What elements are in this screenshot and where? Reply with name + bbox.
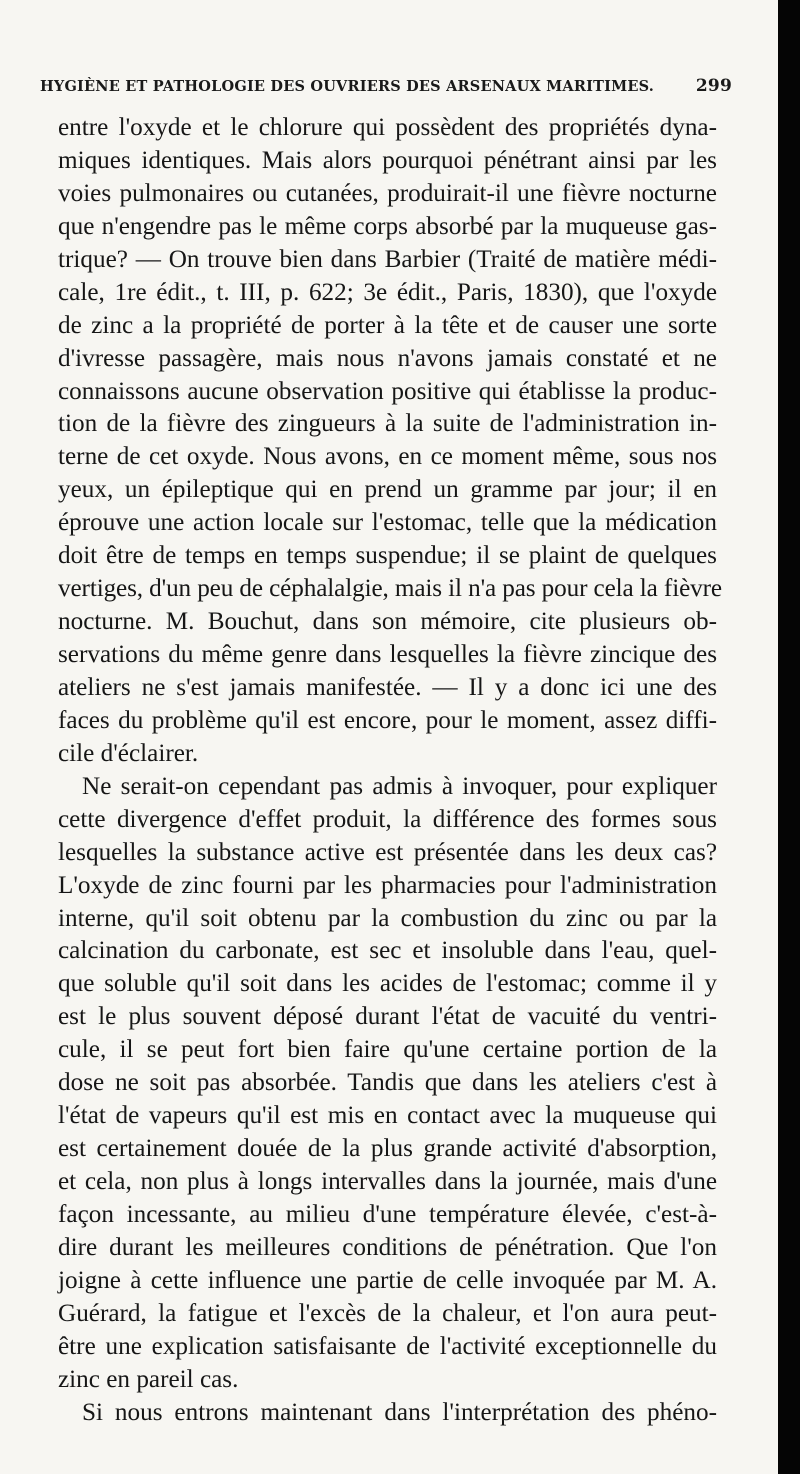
text-line: vertiges, d'un peu de céphalalgie, mais il n'a pas pour cela la fièvre bbox=[58, 575, 722, 603]
text-line: trique? — On trouve bien dans Barbier (Traité de matière médi- bbox=[58, 245, 717, 273]
text-line: dose ne soit pas absorbée. Tandis que dans les ateliers c'est à bbox=[58, 1069, 717, 1097]
text-line: entre l'oxyde et le chlorure qui possèdent des propriétés dyna- bbox=[58, 114, 717, 141]
text-line: cette divergence d'effet produit, la différence des formes sous bbox=[58, 805, 717, 833]
text-line: et cela, non plus à longs intervalles dans la journée, mais d'une bbox=[58, 1168, 717, 1195]
body-text bbox=[58, 112, 722, 1430]
text-line: Si nous entrons maintenant dans l'interprétation des phéno- bbox=[82, 1398, 717, 1426]
page-number: 299 bbox=[695, 76, 732, 96]
text-line: être une explication satisfaisante de l'activité exceptionnelle du bbox=[58, 1332, 717, 1360]
text-line: l'état de vapeurs qu'il est mis en contact avec la muqueuse qui bbox=[58, 1102, 717, 1130]
page-edge-shadow bbox=[778, 0, 800, 1474]
text-line: cale, 1re édit., t. III, p. 622; 3e édit., Paris, 1830), que l'oxyde bbox=[58, 278, 717, 306]
text-line: faces du problème qu'il est encore, pour le moment, assez diffi- bbox=[58, 706, 717, 734]
text-line: Ne serait-on cependant pas admis à invoquer, pour expliquer bbox=[82, 772, 717, 800]
text-line: L'oxyde de zinc fourni par les pharmacies pour l'administration bbox=[58, 871, 717, 899]
text-line: que n'engendre pas le même corps absorbé par la muqueuse gas- bbox=[58, 212, 717, 240]
text-line: calcination du carbonate, est sec et insoluble dans l'eau, quel- bbox=[58, 937, 717, 965]
text-line: cile d'éclairer. bbox=[58, 739, 199, 767]
text-line: tion de la fièvre des zingueurs à la suite de l'administration in- bbox=[58, 410, 717, 438]
text-line: zinc en pareil cas. bbox=[58, 1365, 239, 1393]
text-line: miques identiques. Mais alors pourquoi pénétrant ainsi par les bbox=[58, 146, 717, 174]
text-line: connaissons aucune observation positive qui établisse la produc- bbox=[58, 377, 717, 405]
running-title: HYGIÈNE ET PATHOLOGIE DES OUVRIERS DES ARSENAUX MARITIMES. bbox=[40, 78, 654, 95]
text-line: façon incessante, au milieu d'une température élevée, c'est-à- bbox=[58, 1200, 717, 1228]
running-header bbox=[40, 72, 732, 98]
text-line: est le plus souvent déposé durant l'état de vacuité du ventri- bbox=[58, 1003, 717, 1031]
text-line: est certainement douée de la plus grande activité d'absorption, bbox=[58, 1135, 717, 1163]
text-line: interne, qu'il soit obtenu par la combustion du zinc ou par la bbox=[58, 904, 717, 932]
text-line: dire durant les meilleures conditions de pénétration. Que l'on bbox=[58, 1233, 717, 1261]
text-line: d'ivresse passagère, mais nous n'avons jamais constaté et ne bbox=[58, 344, 717, 372]
text-line: que soluble qu'il soit dans les acides de l'estomac; comme il y bbox=[58, 970, 717, 998]
text-line: servations du même genre dans lesquelles la fièvre zincique des bbox=[58, 641, 717, 668]
text-line: cule, il se peut fort bien faire qu'une certaine portion de la bbox=[58, 1036, 717, 1064]
text-line: éprouve une action locale sur l'estomac, telle que la médication bbox=[58, 509, 717, 537]
text-line: joigne à cette influence une partie de celle invoquée par M. A. bbox=[58, 1266, 717, 1294]
text-line: ateliers ne s'est jamais manifestée. — Il y a donc ici une des bbox=[58, 673, 717, 701]
text-line: lesquelles la substance active est présentée dans les deux cas? bbox=[58, 838, 717, 866]
text-line: terne de cet oxyde. Nous avons, en ce moment même, sous nos bbox=[58, 443, 717, 471]
text-line: voies pulmonaires ou cutanées, produirait-il une fièvre nocturne bbox=[58, 179, 717, 207]
text-line: yeux, un épileptique qui en prend un gramme par jour; il en bbox=[58, 476, 717, 504]
text-line: nocturne. M. Bouchut, dans son mémoire, cite plusieurs ob- bbox=[58, 608, 717, 636]
text-line: Guérard, la fatigue et l'excès de la chaleur, et l'on aura peut- bbox=[58, 1299, 717, 1327]
text-line: de zinc a la propriété de porter à la tête et de causer une sorte bbox=[58, 311, 717, 339]
text-line: doit être de temps en temps suspendue; il se plaint de quelques bbox=[58, 542, 717, 570]
